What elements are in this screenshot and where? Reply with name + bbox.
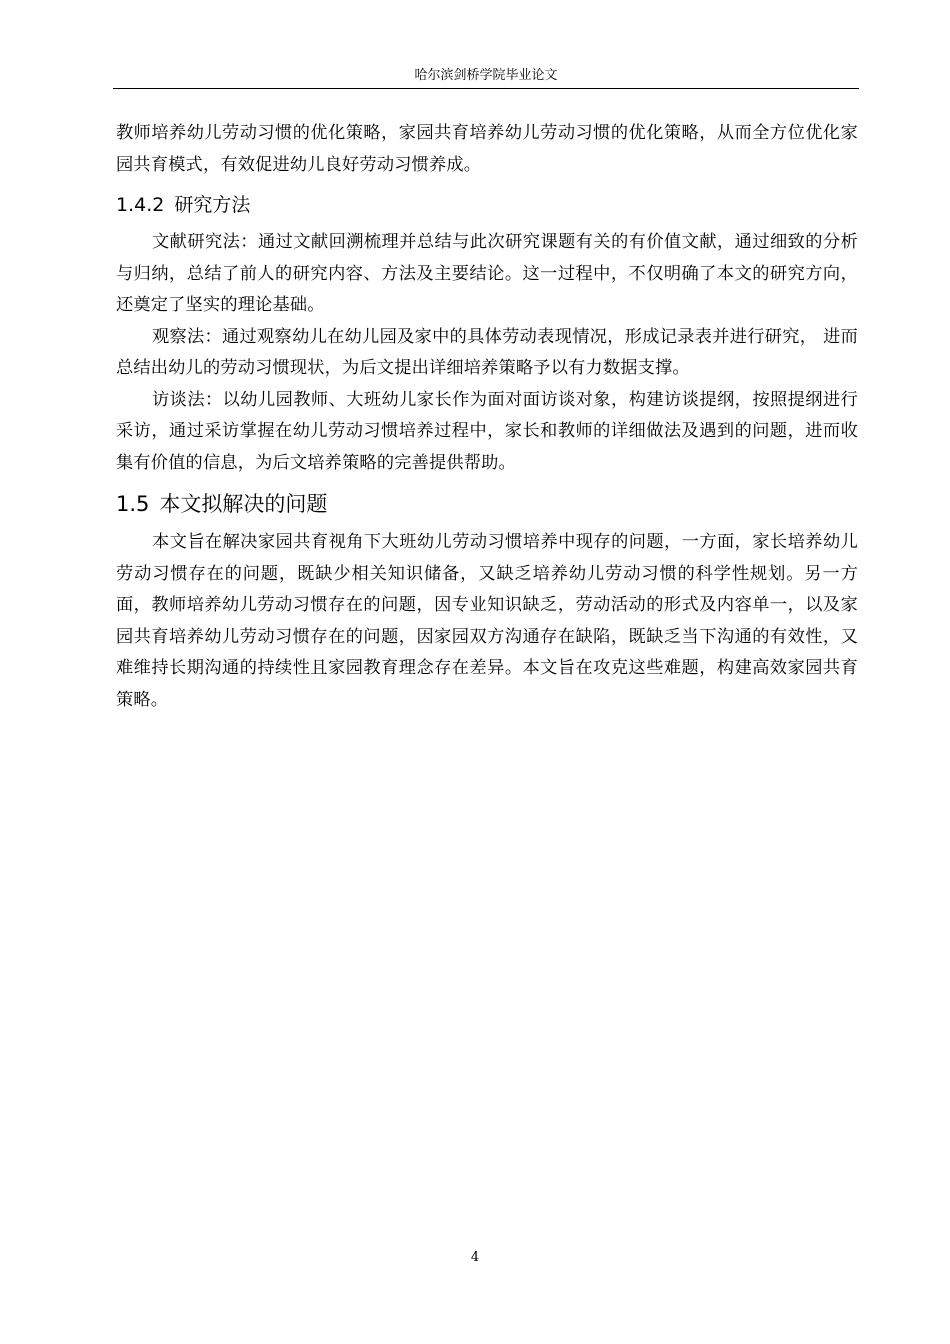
heading-1-4-2-number: 1.4.2	[116, 194, 165, 216]
heading-1-4-2	[116, 187, 858, 223]
heading-1-5	[116, 485, 858, 523]
header-rule	[113, 88, 859, 89]
heading-1-4-2-title: 研究方法	[174, 194, 251, 216]
method-observation-paragraph: 观察法：通过观察幼儿在幼儿园及家中的具体劳动表现情况，形成记录表并进行研究， 进而总结出幼儿的劳动习惯现状，为后文提出详细培养策略予以有力数据支撑。	[116, 326, 858, 378]
page-number: 4	[470, 1250, 480, 1265]
continuation-paragraph: 教师培养幼儿劳动习惯的优化策略，家园共育培养幼儿劳动习惯的优化策略，从而全方位优化家园共育模式，有效促进幼儿良好劳动习惯养成。	[116, 123, 858, 175]
method-interview-paragraph: 访谈法：以幼儿园教师、大班幼儿家长作为面对面访谈对象，构建访谈提纲，按照提纲进行采访，通过采访掌握在幼儿劳动习惯培养过程中，家长和教师的详细做法及遇到的问题，进而收集有价值的信息，为后文培养策略的完善提供帮助。	[116, 389, 858, 473]
running-header: 哈尔滨剑桥学院毕业论文	[414, 68, 558, 83]
problems-paragraph: 本文旨在解决家园共育视角下大班幼儿劳动习惯培养中现存的问题，一方面，家长培养幼儿劳动习惯存在的问题，既缺少相关知识储备，又缺乏培养幼儿劳动习惯的科学性规划。另一方面，教师培养幼儿劳动习惯存在的问题，因专业知识缺乏，劳动活动的形式及内容单一，以及家园共育培养幼儿劳动习惯存在的问题，因家园双方沟通存在缺陷，既缺乏当下沟通的有效性，又难维持长期沟通的持续性且家园教育理念存在差异。本文旨在攻克这些难题，构建高效家园共育策略。	[116, 532, 858, 710]
heading-1-5-number: 1.5	[116, 492, 150, 516]
page-body	[116, 118, 858, 716]
heading-1-5-title: 本文拟解决的问题	[159, 492, 328, 516]
method-literature-paragraph: 文献研究法：通过文献回溯梳理并总结与此次研究课题有关的有价值文献，通过细致的分析与归纳，总结了前人的研究内容、方法及主要结论。这一过程中，不仅明确了本文的研究方向，还奠定了坚实的理论基础。	[116, 232, 858, 315]
